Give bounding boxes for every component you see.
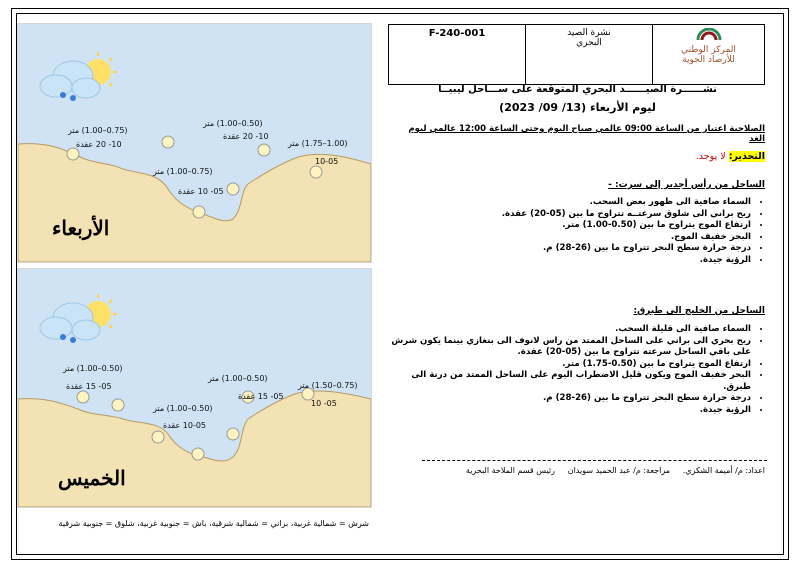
list-item: • الرؤية جيدة.	[390, 405, 751, 417]
section-east-list	[390, 324, 765, 416]
prepared-by: اعداد: م/ أميمة الشكري.	[682, 466, 765, 475]
map2-label-2-wave: (0.50–1.00) متر	[208, 374, 268, 383]
bulletin-date: ليوم الأربعاء (13/ 09/ 2023)	[499, 101, 656, 114]
bulletin-name-line2: البحري	[576, 38, 602, 48]
map2-label-3-wave: (0.75–1.50) متر	[298, 381, 358, 390]
footer-signatures	[390, 466, 765, 475]
map1-label-2-wind: 10- 20 عقدة	[223, 132, 269, 141]
section-west-heading: الساحل من رأس أجدير إلى سرت: -	[608, 180, 765, 190]
section-east	[390, 306, 765, 416]
org-line2: للأرصاد الجوية	[682, 55, 735, 65]
reviewed-by: مراجعة: م/ عبد الحميد سويدان	[567, 466, 671, 475]
section-west	[390, 180, 765, 266]
map1-label-4-wind: 05- 10 عقدة	[178, 187, 224, 196]
list-item: • السماء صافية الى قليلة السحب.	[390, 324, 751, 336]
warning-line	[390, 151, 765, 162]
cloud-sun-icon	[40, 52, 117, 101]
map-thursday	[17, 268, 372, 508]
map2-label-1-wave: (0.50–1.00) متر	[63, 364, 123, 373]
footer-divider	[422, 460, 767, 461]
map2-label-4-wind: 10-05 عقدة	[163, 421, 207, 430]
list-item: • ريح براني الى شلوق سرعتــه تتراوح ما بين (05-20) عقدة.	[390, 209, 751, 221]
org-cell	[653, 25, 765, 85]
org-logo-icon	[696, 28, 722, 42]
wind-legend: شرش = شمالية غربية، براني = شمالية شرقية، باش = جنوبية غربية، شلوق = جنوبية شرقية	[58, 519, 369, 528]
list-item: • درجة حرارة سطح البحر تتراوح ما بين (26-28) م.	[390, 393, 751, 405]
bulletin-header-table	[388, 24, 765, 85]
map1-label-4-wave: (0.75–1.00) متر	[153, 167, 213, 176]
map2-label-2-wind: 05- 15 عقدة	[238, 392, 284, 401]
map2-label-4-wave: (0.50–1.00) متر	[153, 404, 213, 413]
map1-label-2-wave: (0.50–1.00) متر	[203, 119, 263, 128]
map2-day-label: الخميس	[58, 466, 126, 490]
map1-label-1-wave: (0.75–1.00) متر	[68, 126, 128, 135]
map-wednesday	[17, 23, 372, 263]
validity-line: الصلاحية اعتبار من الساعة 09:00 عالمي صباح اليوم وحتى الساعة 12:00 عالمي ليوم الغد	[408, 124, 765, 144]
list-item: • درجة حرارة سطح البحر تتراوح ما بين (26-28) م.	[390, 243, 751, 255]
warning-label: التحذير:	[728, 151, 765, 162]
map2-label-1-wind: 05- 15 عقدة	[66, 382, 112, 391]
cloud-sun-icon	[40, 294, 117, 343]
bulletin-name	[526, 25, 653, 85]
bulletin-name-line1: نشرة الصيد	[567, 28, 611, 38]
map1-label-1-wind: 10- 20 عقدة	[76, 140, 122, 149]
form-code: F-240-001	[389, 25, 526, 85]
list-item: • البحر خفيف الموج.	[390, 232, 751, 244]
list-item: • ارتفاع الموج يتراوح ما بين (0.50-1.00) متر.	[390, 220, 751, 232]
list-item: • ارتفاع الموج يتراوح ما بين (0.50-1.75) متر.	[390, 359, 751, 371]
bulletin-title: نشــــــرة الصيــــــد البحري المتوقعة على ســـاحل ليبيــا	[438, 84, 717, 95]
map1-label-3-wind: 10-05	[315, 157, 339, 166]
org-line1: المركز الوطني	[681, 45, 736, 55]
section-east-heading: الساحل من الخليج الى طبرق:	[633, 306, 765, 316]
list-item: • البحر خفيف الموج ويكون قليل الاضطراب اليوم على الساحل الممتد من درنة الى طبرق.	[390, 370, 751, 393]
map1-label-3-wave: (1.00–1.75) متر	[288, 139, 348, 148]
map2-label-3-wind: 05- 10	[311, 399, 337, 408]
section-west-list	[390, 197, 765, 266]
list-item: • السماء صافية الى ظهور بعض السحب.	[390, 197, 751, 209]
department-head: رئيس قسم الملاحة البحرية	[465, 466, 555, 475]
map1-day-label: الأربعاء	[52, 216, 110, 240]
warning-value: لا يوجد.	[695, 151, 726, 162]
list-item: • ريح بحري الى براني على الساحل الممتد من راس لانوف الى بنغازي بينما يكون شرش على باقي الساحل سرعته تتراوح ما بين (05-20) عقدة.	[390, 336, 751, 359]
list-item: • الرؤية جيدة.	[390, 255, 751, 267]
